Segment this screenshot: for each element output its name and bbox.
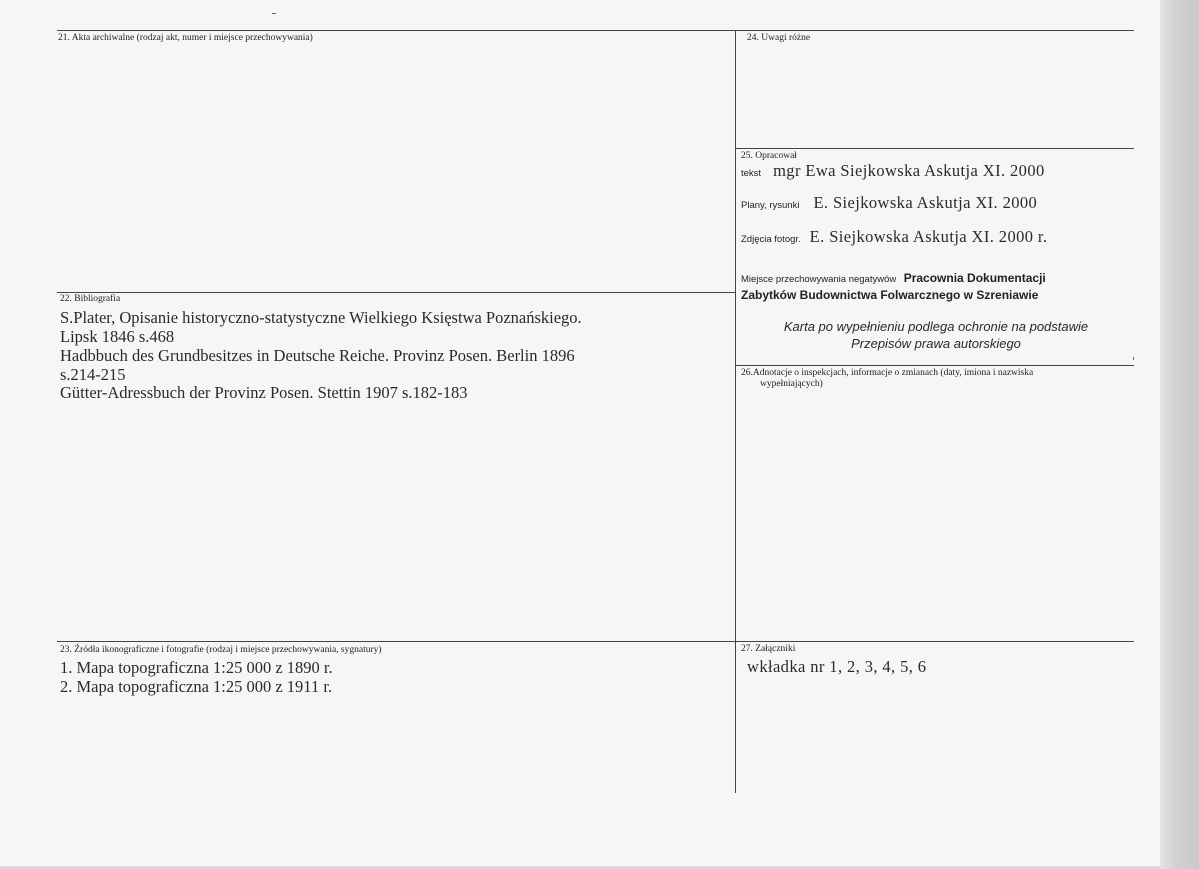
bibliography-line-3: Hadbbuch des Grundbesitzes in Deutsche Reiche. Provinz Posen. Berlin 1896 xyxy=(60,346,575,365)
author-plans-row xyxy=(741,193,1037,213)
iconography-line-2: 2. Mapa topograficzna 1:25 000 z 1911 r. xyxy=(60,677,333,696)
section-24-label: 24. Uwagi różne xyxy=(747,33,811,43)
negatives-storage-value-2: Zabytków Budownictwa Folwarcznego w Szreniawie xyxy=(741,288,1039,302)
scan-mark-2 xyxy=(1133,357,1134,360)
iconography-line-1: 1. Mapa topograficzna 1:25 000 z 1890 r. xyxy=(60,658,333,677)
divider-top-right xyxy=(736,30,1134,31)
divider-s22 xyxy=(57,292,735,293)
author-photos-label: Zdjęcia fotogr. xyxy=(741,234,801,245)
author-plans-label: Plany, rysunki xyxy=(741,200,800,211)
divider-s26 xyxy=(736,365,1134,366)
copyright-notice-line-1: Karta po wypełnieniu podlega ochronie na podstawie xyxy=(783,319,1089,334)
section-27-label: 27. Załączniki xyxy=(741,644,796,654)
scan-background-edge xyxy=(1160,0,1199,869)
divider-bottom-left xyxy=(57,641,735,642)
section-25-label: 25. Opracował xyxy=(741,151,797,161)
author-photos-value: E. Siejkowska Askutja XI. 2000 r. xyxy=(809,227,1048,246)
bibliography-line-1: S.Plater, Opisanie historyczno-statystyczne Wielkiego Księstwa Poznańskiego. xyxy=(60,308,582,327)
section-22-label: 22. Bibliografia xyxy=(60,294,121,304)
bibliography-line-4: s.214-215 xyxy=(60,365,126,384)
attachments-value: wkładka nr 1, 2, 3, 4, 5, 6 xyxy=(747,657,927,676)
divider-s25 xyxy=(736,148,1134,149)
section-21-label: 21. Akta archiwalne (rodzaj akt, numer i miejsce przechowywania) xyxy=(58,33,313,43)
author-text-label: tekst xyxy=(741,168,762,179)
copyright-notice xyxy=(741,318,1131,352)
bibliography-line-2: Lipsk 1846 s.468 xyxy=(60,327,175,346)
divider-bottom-right xyxy=(736,641,1134,642)
section-23-label: 23. Źródła ikonograficzne i fotografie (rodzaj i miejsce przechowywania, sygnatury) xyxy=(60,645,382,655)
section-26-label-line-1: 26.Adnotacje o inspekcjach, informacje o zmianach (daty, imiona i nazwiska xyxy=(741,368,1034,378)
negatives-storage-value-1: Pracownia Dokumentacji xyxy=(903,271,1046,285)
divider-vertical xyxy=(735,30,736,793)
negatives-storage-label: Miejsce przechowywania negatywów xyxy=(741,274,897,285)
author-plans-value: E. Siejkowska Askutja XI. 2000 xyxy=(813,193,1038,212)
divider-top-left xyxy=(57,30,735,31)
author-photos-row xyxy=(741,227,1047,247)
section-26-label-line-2: wypełniających) xyxy=(760,379,823,389)
author-text-row xyxy=(741,161,1045,181)
copyright-notice-line-2: Przepisów prawa autorskiego xyxy=(851,336,1021,351)
scan-mark xyxy=(272,13,276,14)
author-text-value: mgr Ewa Siejkowska Askutja XI. 2000 xyxy=(773,161,1045,180)
bibliography-line-5: Gütter-Adressbuch der Provinz Posen. Stettin 1907 s.182-183 xyxy=(60,383,468,402)
negatives-storage xyxy=(741,270,1131,303)
